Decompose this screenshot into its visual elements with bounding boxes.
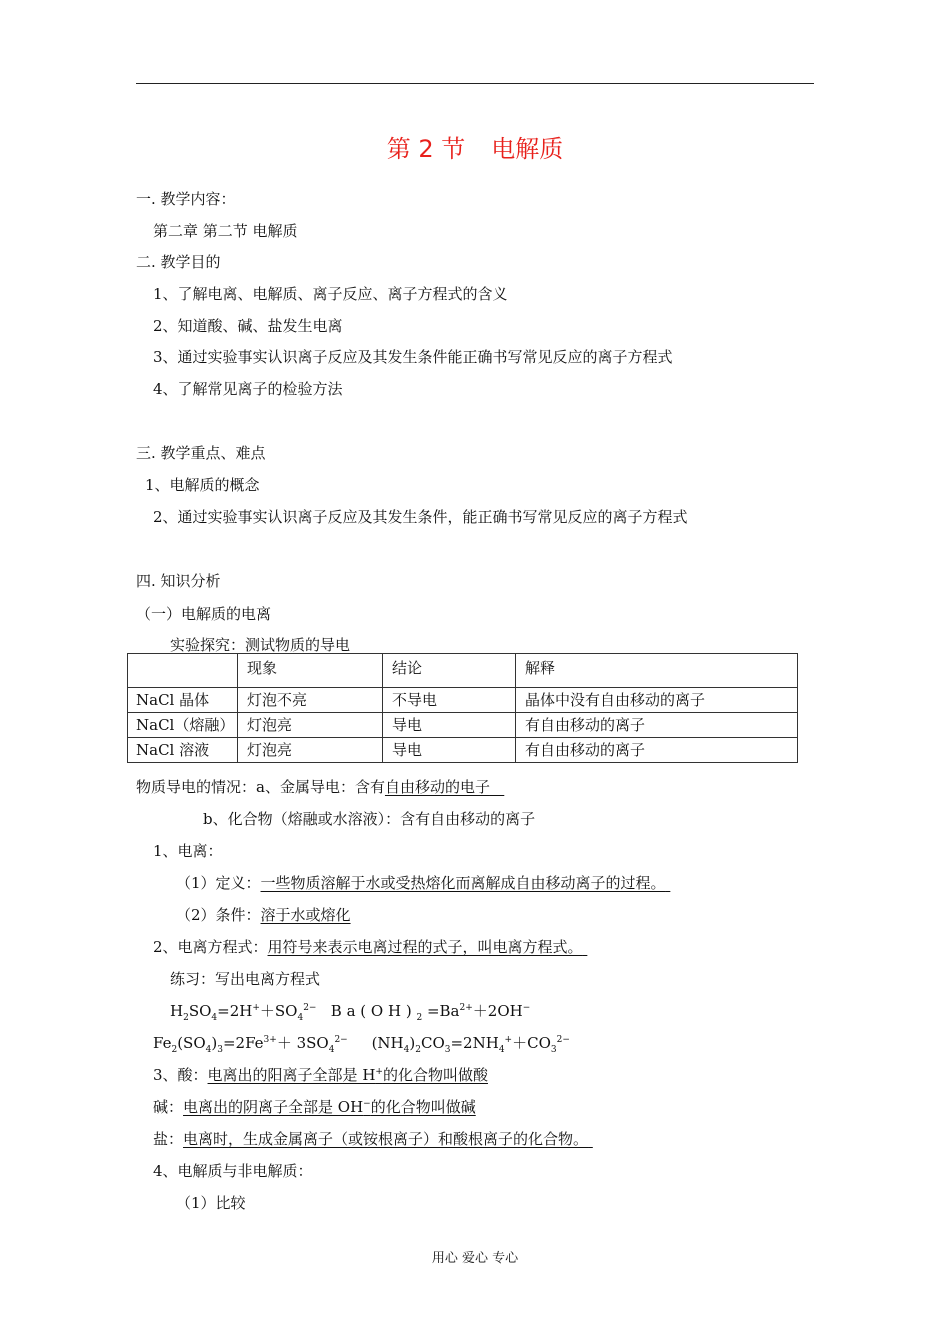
ionization-condition: （2）条件：溶于水或熔化	[176, 906, 351, 924]
answer-underline: 自由移动的电子	[384, 778, 490, 796]
table-row	[128, 688, 798, 713]
keypoint-item: 2、通过实验事实认识离子反应及其发生条件，能正确书写常见反应的离子方程式	[153, 508, 688, 526]
page-title	[0, 134, 950, 164]
answer-underline: 一些物质溶解于水或受热熔化而离解成自由移动离子的过程。	[260, 874, 666, 892]
section-1-heading: 一. 教学内容：	[136, 190, 236, 208]
table-cell: 导电	[383, 738, 516, 763]
salt-definition: 盐：电离时，生成金属离子（或铵根离子）和酸根离子的化合物。	[153, 1129, 593, 1149]
title-section-number: 第 2 节	[386, 135, 466, 163]
section-3-heading: 三. 教学重点、难点	[136, 444, 266, 462]
table-row	[128, 713, 798, 738]
table-cell: 灯泡不亮	[238, 688, 383, 713]
table-cell: 不导电	[383, 688, 516, 713]
table-cell: 晶体中没有自由移动的离子	[516, 688, 798, 713]
table-row	[128, 738, 798, 763]
objective-item: 4、了解常见离子的检验方法	[153, 380, 343, 398]
table-header-cell: 结论	[383, 654, 516, 688]
experiment-caption: 实验探究：测试物质的导电	[170, 636, 351, 654]
electrolyte-heading: 4、电解质与非电解质：	[153, 1162, 313, 1180]
table-cell: NaCl 溶液	[128, 738, 238, 763]
page-footer: 用心 爱心 专心	[431, 1251, 519, 1266]
conductivity-table	[127, 653, 798, 763]
answer-underline: 电离出的阳离子全部是 H+的化合物叫做酸	[207, 1066, 488, 1084]
table-cell: 导电	[383, 713, 516, 738]
ionization-definition: （1）定义：一些物质溶解于水或受热熔化而离解成自由移动离子的过程。	[176, 873, 670, 893]
table-cell: 灯泡亮	[238, 738, 383, 763]
keypoint-item: 1、电解质的概念	[145, 476, 260, 494]
section-2-heading: 二. 教学目的	[136, 253, 221, 271]
answer-underline: 电离时，生成金属离子（或铵根离子）和酸根离子的化合物。	[183, 1130, 589, 1148]
header-rule	[136, 83, 814, 84]
conduct-compound-line: b、化合物（熔融或水溶液）：含有自由移动的离子	[203, 810, 536, 828]
answer-underline: 电离出的阴离子全部是 OH−的化合物叫做碱	[183, 1098, 476, 1116]
subsection-heading: （一）电解质的电离	[136, 605, 272, 623]
section-1-body: 第二章 第二节 电解质	[153, 222, 298, 240]
base-definition: 碱：电离出的阴离子全部是 OH−的化合物叫做碱	[153, 1098, 476, 1116]
table-header-cell: 解释	[516, 654, 798, 688]
table-header-cell	[128, 654, 238, 688]
answer-underline: 溶于水或熔化	[260, 906, 351, 924]
table-cell: 有自由移动的离子	[516, 738, 798, 763]
comparison-label: （1）比较	[176, 1194, 246, 1212]
table-cell: NaCl（熔融）	[128, 713, 238, 738]
answer-underline: 用符号来表示电离过程的式子，叫电离方程式。	[267, 938, 583, 956]
objective-item: 3、通过实验事实认识离子反应及其发生条件能正确书写常见反应的离子方程式	[153, 348, 673, 366]
equation-line-1: $H_2SO_4=2H^++SO_4^{2-}$ B a ( O H ) $_2 =Ba^{2+}+2OH^-$	[170, 1002, 531, 1023]
ionization-equation-def: 2、电离方程式：用符号来表示电离过程的式子，叫电离方程式。	[153, 937, 587, 957]
conduct-metal-line: 物质导电的情况：a、金属导电：含有自由移动的电子	[136, 777, 504, 797]
equation-line-2: $Fe_2(SO_4)_3=2Fe^{3+}+ 3SO_4^{2-}$ $(NH_4)_2CO_3=2NH_4^++CO_3^{2-}$	[153, 1034, 570, 1055]
title-text: 电解质	[491, 135, 564, 163]
table-cell: 有自由移动的离子	[516, 713, 798, 738]
table-header-cell: 现象	[238, 654, 383, 688]
table-header-row	[128, 654, 798, 688]
section-4-heading: 四. 知识分析	[136, 572, 221, 590]
objective-item: 1、了解电离、电解质、离子反应、离子方程式的含义	[153, 285, 508, 303]
acid-definition: 3、酸：电离出的阳离子全部是 H+的化合物叫做酸	[153, 1066, 488, 1084]
ionization-heading: 1、电离：	[153, 842, 223, 860]
table-cell: NaCl 晶体	[128, 688, 238, 713]
practice-prompt: 练习：写出电离方程式	[170, 970, 321, 988]
objective-item: 2、知道酸、碱、盐发生电离	[153, 317, 343, 335]
table-cell: 灯泡亮	[238, 713, 383, 738]
